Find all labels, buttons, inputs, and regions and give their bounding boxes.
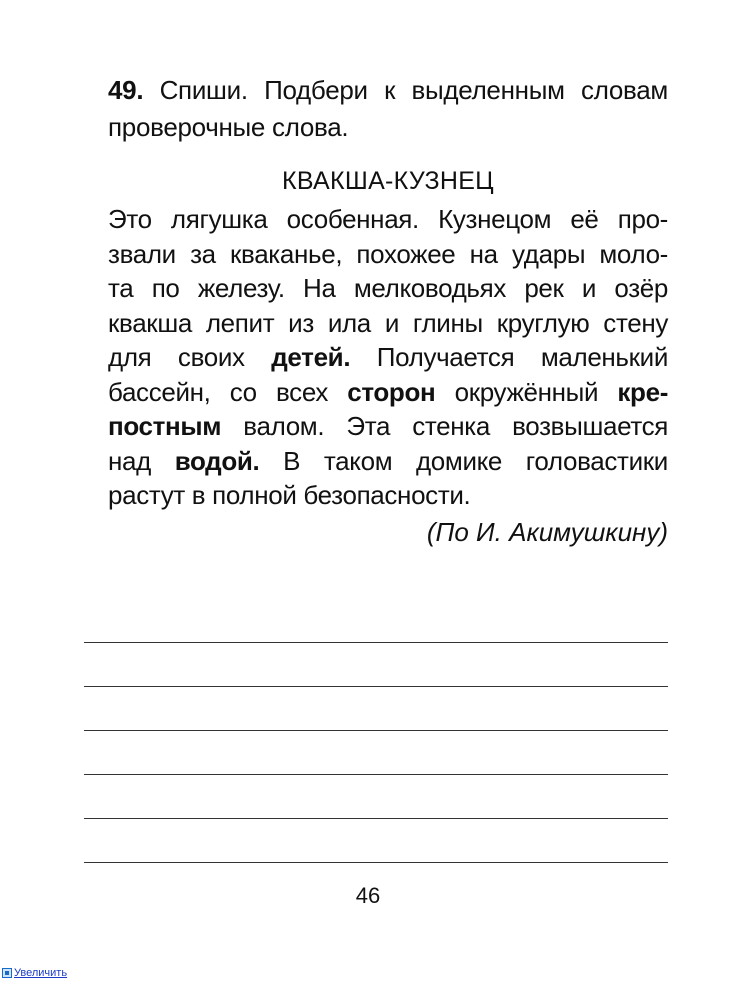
story-line <box>108 202 668 237</box>
story-fragment: над <box>108 445 175 476</box>
story-line <box>108 340 668 375</box>
zoom-link[interactable] <box>2 966 67 980</box>
highlighted-word: сторон <box>347 376 436 407</box>
story-fragment: та по железу. На мелководьях рек и озёр <box>108 273 668 303</box>
story-title: КВАКША-КУЗНЕЦ <box>282 167 494 195</box>
story-fragment: Получается маленький <box>350 342 669 372</box>
writing-line <box>84 730 668 731</box>
task-instruction <box>108 72 668 146</box>
story-line <box>108 478 668 513</box>
story-line <box>108 375 668 410</box>
story-fragment: Это лягушка особенная. Кузнецом её про- <box>108 204 668 234</box>
writing-line <box>84 862 668 863</box>
story-line <box>108 237 668 272</box>
exercise-block <box>108 72 668 549</box>
task-text: Спиши. Подбери к выделенным словам проверочные слова. <box>108 75 668 142</box>
story-line <box>108 271 668 306</box>
writing-line <box>84 642 668 643</box>
page-number: 46 <box>355 883 381 908</box>
writing-line <box>84 686 668 687</box>
story-fragment: В таком домике головастики <box>259 445 668 476</box>
zoom-link-label: Увеличить <box>14 967 68 979</box>
story-text <box>108 202 668 513</box>
task-number: 49. <box>108 75 144 105</box>
story-line <box>108 409 668 444</box>
story-fragment: растут в полной безопасности. <box>108 480 471 510</box>
story-fragment: квакша лепит из ила и глины круглую стену <box>108 307 668 338</box>
story-fragment: окружённый <box>435 376 618 407</box>
writing-line <box>84 774 668 775</box>
highlighted-word: кре- <box>617 376 669 407</box>
story-fragment: валом. Эта стенка возвышается <box>221 411 668 441</box>
story-line <box>108 444 668 479</box>
story-fragment: бассейн, со всех <box>108 376 348 407</box>
highlighted-word: водой. <box>174 445 260 476</box>
writing-line <box>84 818 668 819</box>
writing-lines <box>84 642 668 906</box>
highlighted-word: детей. <box>271 342 351 372</box>
story-fragment: для своих <box>108 342 272 372</box>
zoom-icon <box>2 968 12 978</box>
story-author: (По И. Акимушкину) <box>426 516 668 547</box>
story-line <box>108 306 668 341</box>
highlighted-word: постным <box>108 411 222 441</box>
story-fragment: звали за кваканье, похожее на удары моло- <box>108 238 668 269</box>
